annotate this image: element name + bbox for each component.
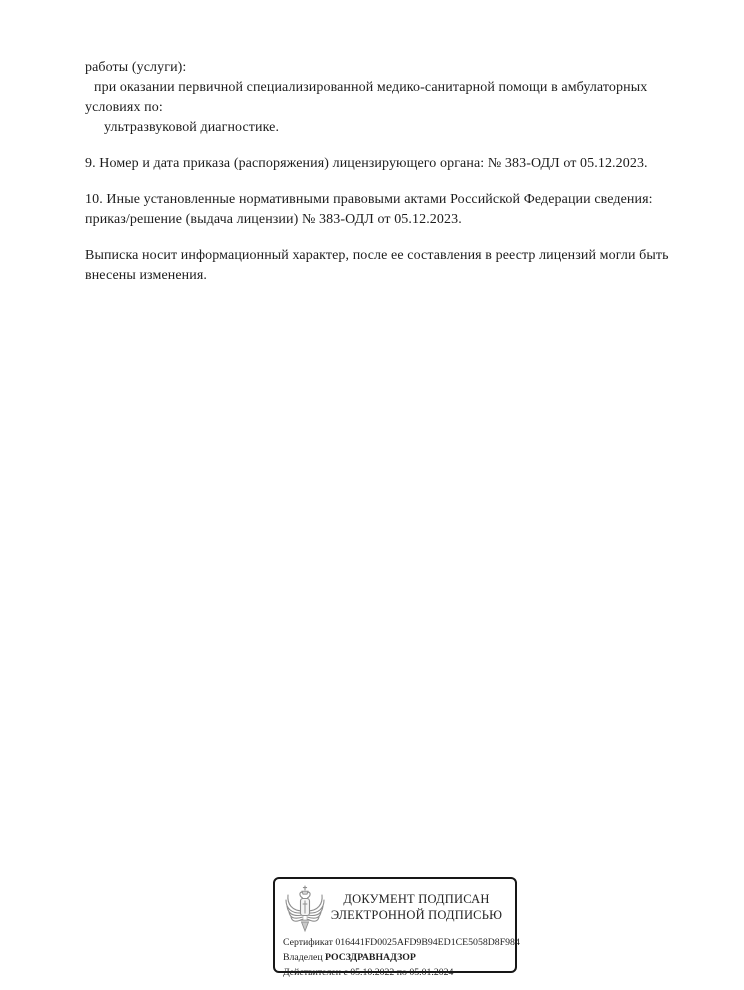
certificate-line (283, 935, 520, 950)
item-10-other-info-line-2: приказ/решение (выдача лицензии) № 383-ОДЛ от 05.12.2023. (85, 212, 462, 227)
works-services-line-2: условиях по: (85, 100, 163, 115)
owner-label: Владелец (283, 952, 323, 963)
disclaimer-line-2: внесены изменения. (85, 268, 207, 283)
owner-line (283, 950, 506, 965)
document-body-text (85, 58, 685, 286)
stamp-title-line-1: ДОКУМЕНТ ПОДПИСАН (343, 892, 490, 906)
stamp-title-line-2: ЭЛЕКТРОННОЙ ПОДПИСЬЮ (330, 908, 503, 922)
certificate-label: Сертификат (283, 937, 333, 948)
works-services-line-1: при оказании первичной специализированной медико-санитарной помощи в амбулаторных (94, 80, 648, 95)
works-services-heading: работы (услуги): (85, 60, 187, 75)
certificate-value: 016441FD0025AFD9B94ED1CE5058D8F984 (335, 937, 520, 948)
validity-line: Действителен с 05.10.2022 по 05.01.2024 (283, 967, 454, 978)
stamp-header (283, 884, 506, 933)
disclaimer-line-1: Выписка носит информационный характер, после ее составления в реестр лицензий могли быть (85, 248, 669, 263)
owner-value: РОСЗДРАВНАДЗОР (325, 952, 416, 963)
digital-signature-stamp (273, 877, 520, 978)
item-9-order-number-line: 9. Номер и дата приказа (распоряжения) лицензирующего органа: № 383-ОДЛ от 05.12.2023. (85, 156, 648, 171)
stamp-details (283, 935, 520, 980)
stamp-title (327, 884, 506, 923)
item-10-other-info-line-1: 10. Иные установленные нормативными правовыми актами Российской Федерации сведения: (85, 192, 653, 207)
works-services-line-3: ультразвуковой диагностике. (104, 120, 280, 135)
roszdravnadzor-emblem-icon (283, 885, 327, 933)
